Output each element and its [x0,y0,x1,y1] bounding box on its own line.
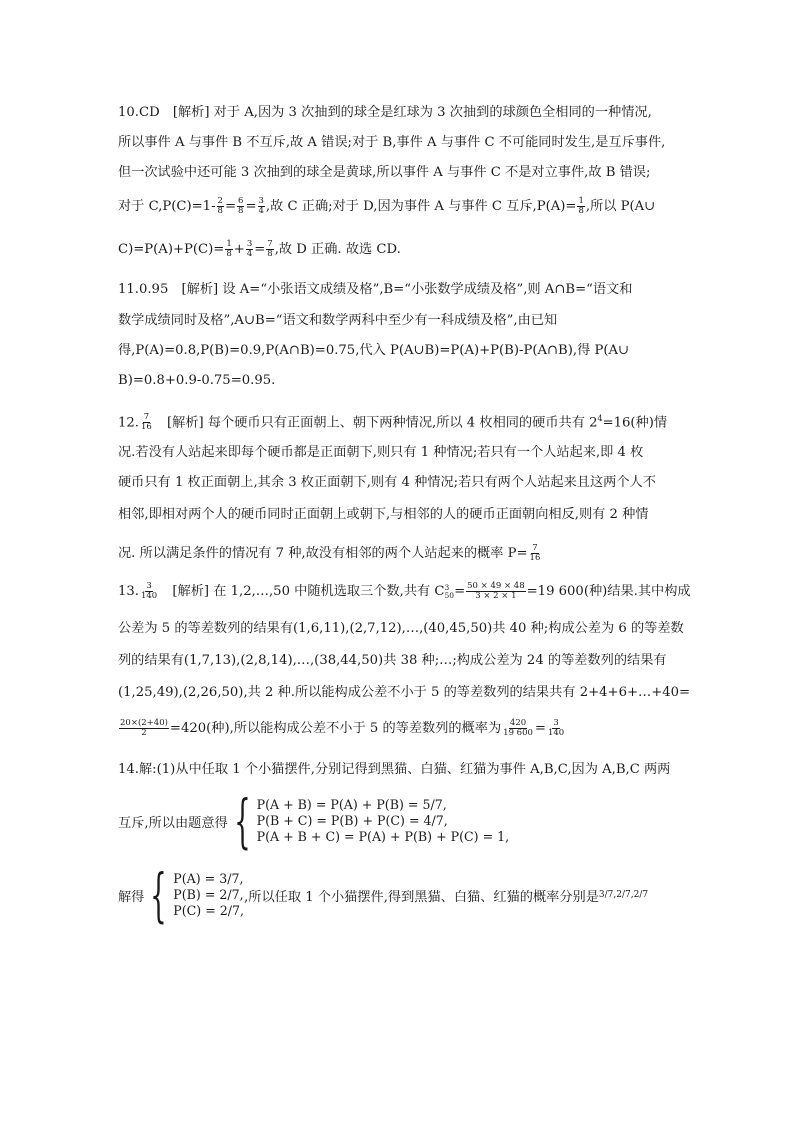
q13-line-1: 13. $\frac{3}{140}$ [解析] 在 1,2,…,50 中随机选取三个数,共有 C 3 50 = $\frac{50 \times 49 \times 48}{3 \times 2 \times 1}$ =19 600(种)结果.其中构成 [118,581,691,601]
fraction: $\frac{3}{4}$ [258,196,264,216]
q11-line-2: 数学成绩同时及格”,A∪B=“语文和数学两科中至少有一科成绩及格”,由已知 [118,313,558,328]
q12-line-2: 况.若没有人站起来即每个硬币都是正面朝下,则只有 1 种情况;若只有一个人站起来,即 4 枚 [118,445,644,460]
q13-line-4: (1,25,49),(2,26,50),共 2 种.所以能构成公差不小于 5 的等差数列的结果共有 2+4+6+…+40= [118,685,691,700]
q10-line-3: 但一次试验中还可能 3 次抽到的球全是黄球,所以事件 A 与事件 C 不是对立事件,故 B 错误; [118,165,651,180]
left-brace-icon: { [150,861,168,929]
q10-line-4: 对于 C,P(C)=1- $\frac{2}{8}$ = $\frac{6}{8}$ = $\frac{3}{4}$ ,故 C 正确;对于 D,因为事件 A 与事件 C 互斥,P(A)= $\frac{1}{8}$ ,所以 P(A∪ [118,196,656,216]
q11-line-4: B)=0.8+0.9-0.75=0.95. [118,373,276,388]
q14-line-2: 互斥,所以由题意得 [118,815,228,831]
fraction: $\frac{3}{4}$ [246,239,253,259]
q12-line-3: 硬币只有 1 枚正面朝上,其余 3 枚正面朝下,则有 4 种情况;若只有两个人站起来且这两个人不 [118,475,656,490]
q14-line-1: 14.解:(1)从中任取 1 个小猫摆件,分别记得到黑猫、白猫、红猫为事件 A,B,C,因为 A,B,C 两两 [118,762,671,777]
q10-line-5: C)=P(A)+P(C)= $\frac{1}{8}$ + $\frac{3}{4}$ = $\frac{7}{8}$ ,故 D 正确. 故选 CD. [118,239,401,259]
fraction: $\frac{20\times(2+40)}{2}$ [120,718,168,738]
q11-line-3: 得,P(A)=0.8,P(B)=0.9,P(A∩B)=0.75,代入 P(A∪B)=P(A)+P(B)-P(A∩B),得 P(A∪ [118,343,630,358]
q14-system-1: 互斥,所以由题意得 { P(A + B) = P(A) + P(B) = 5/7, P(B + C) = P(B) + P(C) = 4/7, P(A + B + C) = P(A) + P(B) + P(C) = 1, [118,787,510,855]
q13-line-5: $\frac{20\times(2+40)}{2}$ =420(种),所以能构成公差不小于 5 的等差数列的概率为 $\frac{420}{19 600}$ = $\frac{3}{140}$ [120,718,565,738]
fraction: $\frac{7}{8}$ [267,239,273,259]
q12-line-4: 相邻,即相对两个人的硬币同时正面朝上或朝下,与相邻的人的硬币正面朝向相反,则有 2 种情 [118,507,649,522]
q14-system-2: 解得 { P(A) = 3/7, P(B) = 2/7, P(C) = 2/7, ,所以任取 1 个小猫摆件,得到黑猫、白猫、红猫的概率分别是 3/7,2/7,2/7 [118,861,649,929]
q12-line-5: 况. 所以满足条件的情况有 7 种,故没有相邻的两个人站起来的概率 P= $\frac{7}{16}$ [118,543,541,563]
fraction: $\frac{7}{16}$ [140,412,152,433]
q13-line-3: 列的结果有(1,7,13),(2,8,14),…,(38,44,50)共 38 种;…;构成公差为 24 的等差数列的结果有 [118,653,667,668]
fraction: $\frac{3}{140}$ [140,581,158,601]
left-brace-icon: { [233,787,251,855]
fraction: $\frac{1}{8}$ [226,239,232,259]
fraction: $\frac{3}{140}$ [547,718,565,738]
q13-line-2: 公差为 5 的等差数列的结果有(1,6,11),(2,7,12),…,(40,45,50)共 40 种;构成公差为 6 的等差数 [118,621,684,636]
q12-line-1: 12. $\frac{7}{16}$ [解析] 每个硬币只有正面朝上、朝下两种情况,所以 4 枚相同的硬币共有 $2^4=16$(种)情 [118,412,668,433]
fraction: $\frac{2}{8}$ [217,196,223,216]
q11-line-1: 11.0.95 [解析] 设 A=“小张语文成绩及格”,B=“小张数学成绩及格”,则 A∩B=“语文和 [118,282,633,297]
fraction: $\frac{50 \times 49 \times 48}{3 \times 2 \times 1}$ [467,581,525,601]
q10-line-1: 10.CD [解析] 对于 A,因为 3 次抽到的球全是红球为 3 次抽到的球颜色全相同的一种情况, [118,105,652,120]
fraction: $\frac{7}{16}$ [529,543,541,563]
q10-line-2: 所以事件 A 与事件 B 不互斥,故 A 错误;对于 B,事件 A 与事件 C 不可能同时发生,是互斥事件, [118,135,666,150]
fraction: $\frac{6}{8}$ [238,196,244,216]
fraction: $\frac{1}{8}$ [578,196,584,216]
fraction: $\frac{420}{19 600}$ [503,718,533,738]
q14-line-3: 解得 [118,889,145,905]
